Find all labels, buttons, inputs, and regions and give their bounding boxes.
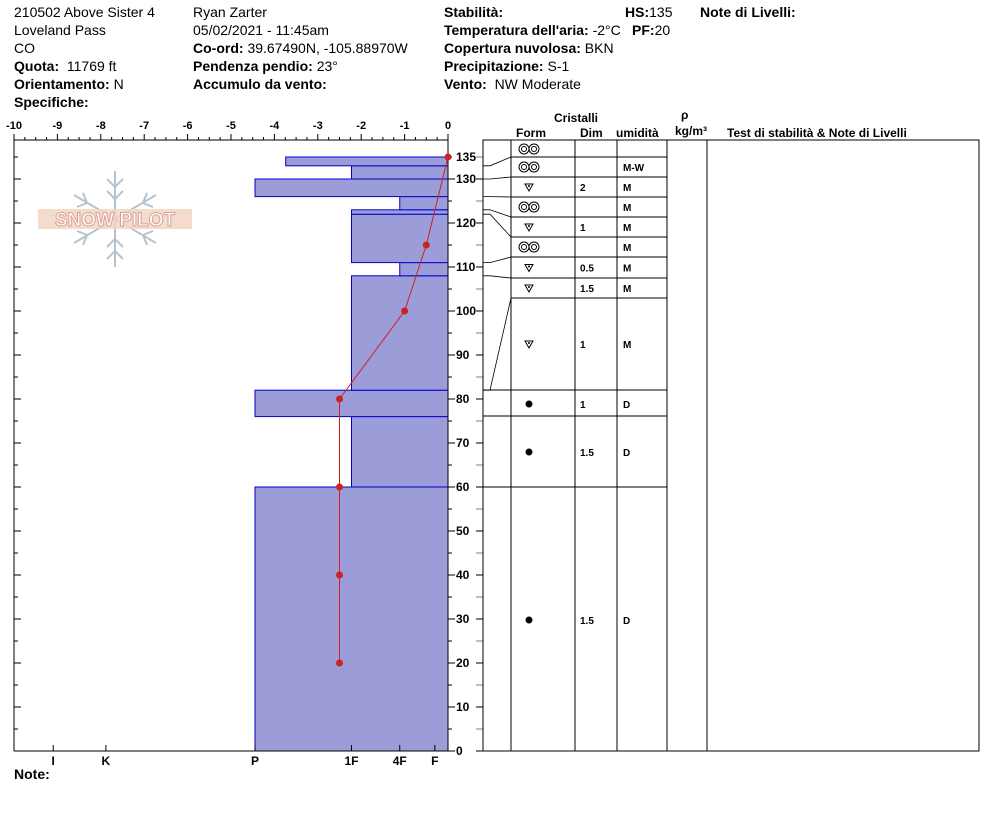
layer-connector-3 — [483, 210, 511, 217]
hardness-layer-0 — [255, 487, 448, 751]
temperature-point-3 — [336, 396, 343, 403]
layer-moisture-7: M — [623, 284, 632, 295]
state: CO — [14, 40, 35, 56]
rounded-grain-dot — [526, 449, 533, 456]
hardness-label-4: 4F — [392, 754, 407, 768]
layer-moisture-9: D — [623, 400, 631, 411]
density-unit-header: kg/m³ — [675, 124, 708, 138]
crystal-form-melt-form-icon — [519, 162, 539, 172]
melt-ring-right-inner — [532, 147, 537, 152]
wind-value: NW Moderate — [494, 76, 581, 92]
layer-size-11: 1.5 — [580, 616, 594, 627]
layer-moisture-1: M-W — [623, 163, 645, 174]
temperature-point-1 — [336, 572, 343, 579]
height-tick-label-11: 110 — [456, 260, 476, 274]
crystal-form-rounded-icon — [526, 401, 533, 408]
height-tick-label-13: 130 — [456, 172, 477, 186]
temperature-point-6 — [445, 154, 452, 161]
form-header: Form — [516, 126, 546, 140]
hardness-layer-10 — [286, 157, 448, 166]
height-tick-label-5: 50 — [456, 524, 470, 538]
layer-size-10: 1.5 — [580, 448, 594, 459]
crystal-form-rounded-icon — [526, 617, 533, 624]
melt-ring-right-inner — [532, 245, 537, 250]
temp-tick-label-3: -7 — [139, 120, 150, 132]
layer-table-frame — [483, 140, 979, 751]
melt-ring-left — [519, 162, 529, 172]
pf-label: PF: — [632, 22, 655, 38]
moisture-header: umidità — [616, 126, 659, 140]
datetime: 05/02/2021 - 11:45am — [193, 22, 329, 38]
specifics-label: Specifiche: — [14, 94, 89, 110]
layer-moisture-8: M — [623, 340, 632, 351]
sky-label: Copertura nuvolosa: — [444, 40, 581, 56]
melt-ring-left-inner — [522, 147, 527, 152]
temp-tick-label-9: -1 — [399, 120, 410, 132]
temp-tick-label-0: -10 — [6, 120, 22, 132]
site-name: 210502 Above Sister 4 — [14, 4, 155, 20]
melt-ring-left — [519, 242, 529, 252]
layer-moisture-4: M — [623, 223, 632, 234]
depth-hoar-dot — [528, 266, 530, 268]
height-tick-label-7: 70 — [456, 436, 470, 450]
crystal-form-melt-form-icon — [519, 202, 539, 212]
coord-label: Co-ord: — [193, 40, 244, 56]
aspect-label: Orientamento: — [14, 76, 110, 92]
hs-value: 135 — [649, 4, 673, 20]
rounded-grain-dot — [526, 617, 533, 624]
layer-size-7: 1.5 — [580, 284, 594, 295]
crystals-header: Cristalli — [554, 111, 599, 125]
temperature-point-0 — [336, 660, 343, 667]
crystal-form-depth-hoar-icon — [525, 224, 533, 231]
stability-label: Stabilità: — [444, 4, 504, 20]
temp-tick-label-8: -2 — [356, 120, 367, 132]
temperature-point-5 — [423, 242, 430, 249]
slope-label: Pendenza pendio: — [193, 58, 313, 74]
air-temp-value: -2°C — [592, 22, 621, 38]
height-tick-label-2: 20 — [456, 656, 470, 670]
melt-ring-left-inner — [522, 165, 527, 170]
slope-value: 23° — [316, 58, 338, 74]
layer-moisture-6: M — [623, 263, 632, 275]
melt-ring-right-inner — [532, 165, 537, 170]
layer-size-6: 0.5 — [580, 263, 594, 275]
temperature-point-2 — [336, 484, 343, 491]
layer-moisture-10: D — [623, 448, 631, 459]
height-tick-label-6: 60 — [456, 480, 470, 494]
height-tick-label-8: 80 — [456, 392, 470, 406]
observer: Ryan Zarter — [193, 4, 267, 20]
temp-tick-label-4: -6 — [182, 120, 193, 132]
crystal-form-depth-hoar-icon — [525, 184, 533, 191]
size-header: Dim — [580, 126, 603, 140]
depth-hoar-dot — [528, 185, 530, 187]
layer-moisture-2: M — [623, 183, 632, 194]
layer-size-2: 2 — [580, 183, 586, 194]
melt-ring-left-inner — [522, 245, 527, 250]
crystal-form-melt-form-icon — [519, 144, 539, 154]
precip-label: Precipitazione: — [444, 58, 544, 74]
sky-value: BKN — [584, 40, 614, 56]
height-tick-label-12: 120 — [456, 216, 477, 230]
hardness-label-1: K — [101, 754, 111, 768]
temp-tick-label-1: -9 — [52, 120, 63, 132]
notes-label: Note: — [14, 766, 50, 782]
layer-connector-5 — [483, 257, 511, 263]
layer-moisture-5: M — [623, 243, 632, 254]
layer-size-4: 1 — [580, 223, 586, 234]
temp-tick-label-6: -4 — [269, 120, 280, 132]
depth-hoar-dot — [528, 342, 530, 344]
layer-size-8: 1 — [580, 340, 586, 351]
hardness-layer-1 — [352, 417, 449, 487]
layer-connector-4 — [483, 214, 511, 237]
melt-ring-right — [529, 162, 539, 172]
height-tick-label-9: 90 — [456, 348, 470, 362]
hardness-label-0: I — [51, 754, 55, 768]
wind-loading-label: Accumulo da vento: — [193, 76, 327, 92]
melt-ring-right — [529, 202, 539, 212]
hardness-layer-7 — [400, 197, 448, 210]
snowpilot-logo — [38, 171, 192, 267]
hardness-layer-5 — [352, 214, 449, 262]
temp-tick-label-5: -5 — [226, 120, 236, 132]
rho-header: ρ — [681, 108, 689, 122]
layer-connector-1 — [483, 177, 511, 179]
hardness-layer-2 — [255, 390, 448, 416]
aspect-value: N — [113, 76, 124, 92]
depth-hoar-dot — [528, 286, 530, 288]
height-tick-label-4: 40 — [456, 568, 470, 582]
crystal-form-depth-hoar-icon — [525, 285, 533, 292]
coord-value: 39.67490N, -105.88970W — [247, 40, 408, 56]
hardness-layer-6 — [352, 210, 449, 214]
hardness-layer-8 — [255, 179, 448, 197]
layer-size-9: 1 — [580, 400, 586, 411]
crystal-form-depth-hoar-icon — [525, 265, 533, 272]
air-temp-label: Temperatura dell'aria: — [444, 22, 589, 38]
melt-ring-right-inner — [532, 205, 537, 210]
melt-ring-left-inner — [522, 205, 527, 210]
melt-ring-left — [519, 202, 529, 212]
height-tick-label-1: 10 — [456, 700, 470, 714]
elevation-value: 11769 ft — [66, 58, 117, 74]
height-tick-label-0: 0 — [456, 744, 463, 758]
hardness-layer-9 — [352, 166, 449, 179]
height-tick-label-3: 30 — [456, 612, 470, 626]
hardness-label-3: 1F — [344, 754, 359, 768]
temperature-point-4 — [401, 308, 408, 315]
layer-moisture-11: D — [623, 616, 631, 627]
stability-notes-header: Test di stabilità & Note di Livelli — [727, 126, 907, 140]
precip-value: S-1 — [547, 58, 570, 74]
crystal-form-depth-hoar-icon — [525, 341, 533, 348]
temp-tick-label-10: 0 — [444, 120, 452, 132]
height-tick-label-10: 100 — [456, 304, 477, 318]
melt-ring-right — [529, 242, 539, 252]
hardness-label-5: F — [431, 754, 439, 768]
elevation-label: Quota: — [14, 58, 60, 74]
location: Loveland Pass — [14, 22, 106, 38]
wind-label: Vento: — [444, 76, 487, 92]
hardness-label-2: P — [250, 754, 260, 768]
depth-hoar-dot — [528, 225, 530, 227]
logo-text: SNOW PILOT — [54, 210, 176, 231]
hardness-layer-4 — [400, 263, 448, 276]
layer-connector-0 — [483, 157, 511, 166]
layer-connector-6 — [483, 276, 511, 278]
pf-value: 20 — [654, 22, 671, 38]
height-tick-label-14: 135 — [456, 150, 477, 164]
temp-tick-label-7: -3 — [312, 120, 323, 132]
crystal-form-rounded-icon — [526, 449, 533, 456]
hs-label: HS: — [625, 4, 650, 20]
layer-moisture-3: M — [623, 203, 632, 214]
temp-tick-label-2: -8 — [95, 120, 106, 132]
melt-ring-left — [519, 144, 529, 154]
layer-notes-label: Note di Livelli: — [700, 4, 796, 20]
layer-connector-7 — [483, 298, 511, 390]
hardness-layer-3 — [352, 276, 449, 390]
rounded-grain-dot — [526, 401, 533, 408]
crystal-form-melt-form-icon — [519, 242, 539, 252]
melt-ring-right — [529, 144, 539, 154]
